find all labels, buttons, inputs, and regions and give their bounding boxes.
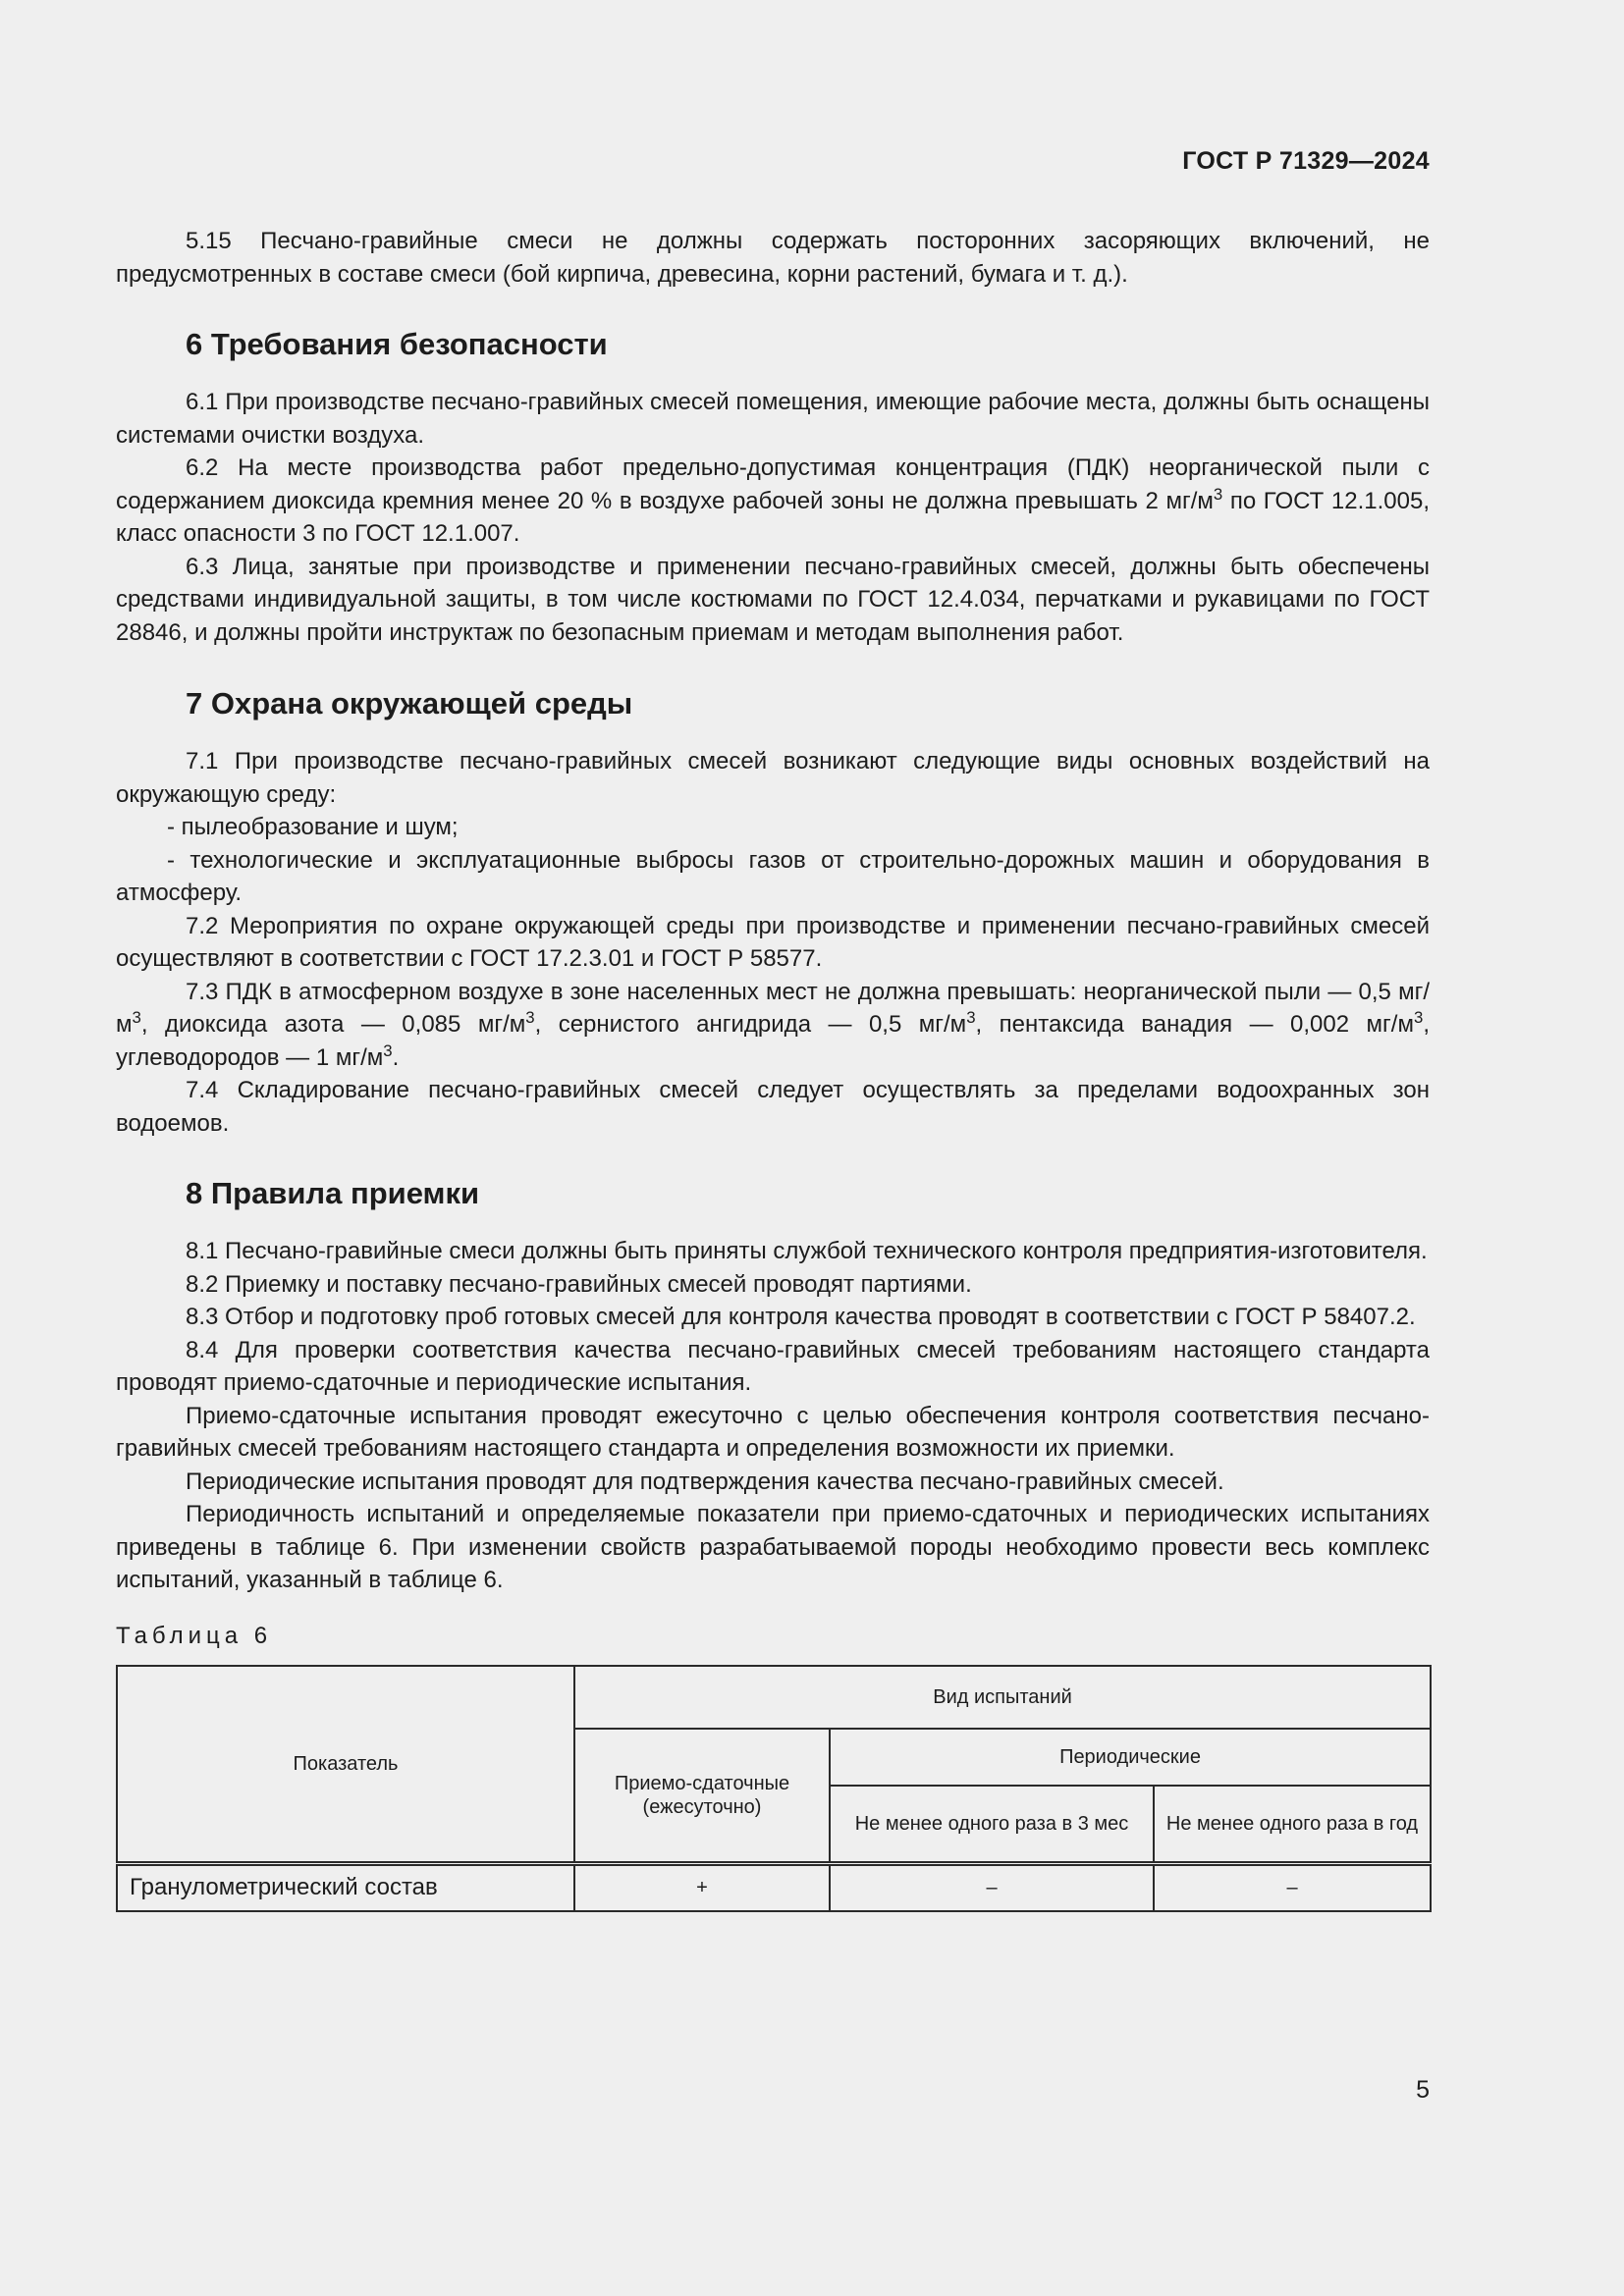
- list-item: - пылеобразование и шум;: [167, 814, 459, 840]
- header-every-3-months: Не менее одного раза в 3 мес: [830, 1786, 1154, 1864]
- page-number: 5: [1416, 2076, 1430, 2104]
- paragraph-8-4-periodic: Периодические испытания проводят для подтверждения качества песчано-гравийных смесей.: [186, 1468, 1224, 1495]
- paragraph-8-4-periodicity: Периодичность испытаний и определяемые показатели при приемо-сдаточных и периодических испытаниях приведены в таблице 6. При изменении свойств разрабатываемой породы необходимо провести весь комплекс испытаний, указанный в таблице 6.: [116, 1501, 1430, 1593]
- paragraph-6-3: 6.3 Лица, занятые при производстве и применении песчано-гравийных смесей, должны быть обеспечены средствами индивидуальной защиты, в том числе костюмами по ГОСТ 12.4.034, перчатками и рукавицами по ГОСТ 28846, и должны пройти инструктаж по безопасным приемам и методам выполнения работ.: [116, 553, 1430, 646]
- cell-acceptance: +: [574, 1864, 830, 1911]
- paragraph-7-1: 7.1 При производстве песчано-гравийных смесей возникают следующие виды основных воздействий на окружающую среду:: [116, 748, 1430, 808]
- list-item: - технологические и эксплуатационные выбросы газов от строительно-дорожных машин и оборудования в атмосферу.: [116, 846, 1430, 906]
- section-8-heading: 8 Правила приемки: [186, 1176, 480, 1210]
- document-body: [116, 225, 1430, 1912]
- header-periodic: Периодические: [830, 1729, 1431, 1786]
- paragraph-8-1: 8.1 Песчано-гравийные смеси должны быть приняты службой технического контроля предприятия-изготовителя.: [186, 1238, 1428, 1264]
- paragraph-8-4: 8.4 Для проверки соответствия качества песчано-гравийных смесей требованиям настоящего стандарта проводят приемо-сдаточные и периодические испытания.: [116, 1336, 1430, 1396]
- paragraph-6-1: 6.1 При производстве песчано-гравийных смесей помещения, имеющие рабочие места, должны быть оснащены системами очистки воздуха.: [116, 389, 1430, 449]
- header-acceptance: Приемо-сдаточные (ежесуточно): [574, 1729, 830, 1864]
- paragraph-7-2: 7.2 Мероприятия по охране окружающей среды при производстве и применении песчано-гравийных смесей осуществляют в соответствии с ГОСТ 17.2.3.01 и ГОСТ Р 58577.: [116, 912, 1430, 972]
- paragraph-8-4-acceptance: Приемо-сдаточные испытания проводят ежесуточно с целью обеспечения контроля соответствия песчано-гравийных смесей требованиям настоящего стандарта и определения возможности их приемки.: [116, 1402, 1430, 1462]
- document-header: ГОСТ Р 71329—2024: [1182, 147, 1430, 175]
- cell-year: –: [1154, 1864, 1431, 1911]
- paragraph-6-2: 6.2 На месте производства работ предельно-допустимая концентрация (ПДК) неорганической пыли с содержанием диоксида кремния менее 20 % в воздухе рабочей зоны не должна превышать 2 $мг/м^3$ по ГОСТ 12.1.005, класс опасности 3 по ГОСТ 12.1.007.: [116, 454, 1431, 547]
- header-indicator: Показатель: [117, 1666, 574, 1864]
- table-6: [116, 1665, 1432, 1912]
- table-row: [117, 1864, 1431, 1911]
- header-every-year: Не менее одного раза в год: [1154, 1786, 1431, 1864]
- paragraph-7-4: 7.4 Складирование песчано-гравийных смесей следует осуществлять за пределами водоохранных зон водоемов.: [116, 1077, 1430, 1137]
- paragraph-5-15: 5.15 Песчано-гравийные смеси не должны содержать посторонних засоряющих включений, не предусмотренных в составе смеси (бой кирпича, древесина, корни растений, бумага и т. д.).: [116, 228, 1430, 288]
- cell-3-months: –: [830, 1864, 1154, 1911]
- table-caption: Таблица 6: [116, 1622, 273, 1649]
- paragraph-8-3: 8.3 Отбор и подготовку проб готовых смесей для контроля качества проводят в соответствии с ГОСТ Р 58407.2.: [186, 1304, 1416, 1330]
- paragraph-8-2: 8.2 Приемку и поставку песчано-гравийных смесей проводят партиями.: [186, 1270, 972, 1298]
- section-6-heading: 6 Требования безопасности: [186, 327, 608, 361]
- paragraph-7-3: 7.3 ПДК в атмосферном воздухе в зоне населенных мест не должна превышать: неорганической пыли — 0,5 $мг/м^3$, диоксида азота — 0,085 $мг/м^3$, сернистого ангидрида — 0,5 $мг/м^3$, пентаксида ванадия — 0,002 $мг/м^3$, углеводородов — 1 $мг/м^3$.: [116, 978, 1430, 1071]
- section-7-heading: 7 Охрана окружающей среды: [186, 686, 633, 721]
- header-test-type: Вид испытаний: [574, 1666, 1431, 1729]
- cell-indicator-name: Гранулометрический состав: [117, 1864, 574, 1911]
